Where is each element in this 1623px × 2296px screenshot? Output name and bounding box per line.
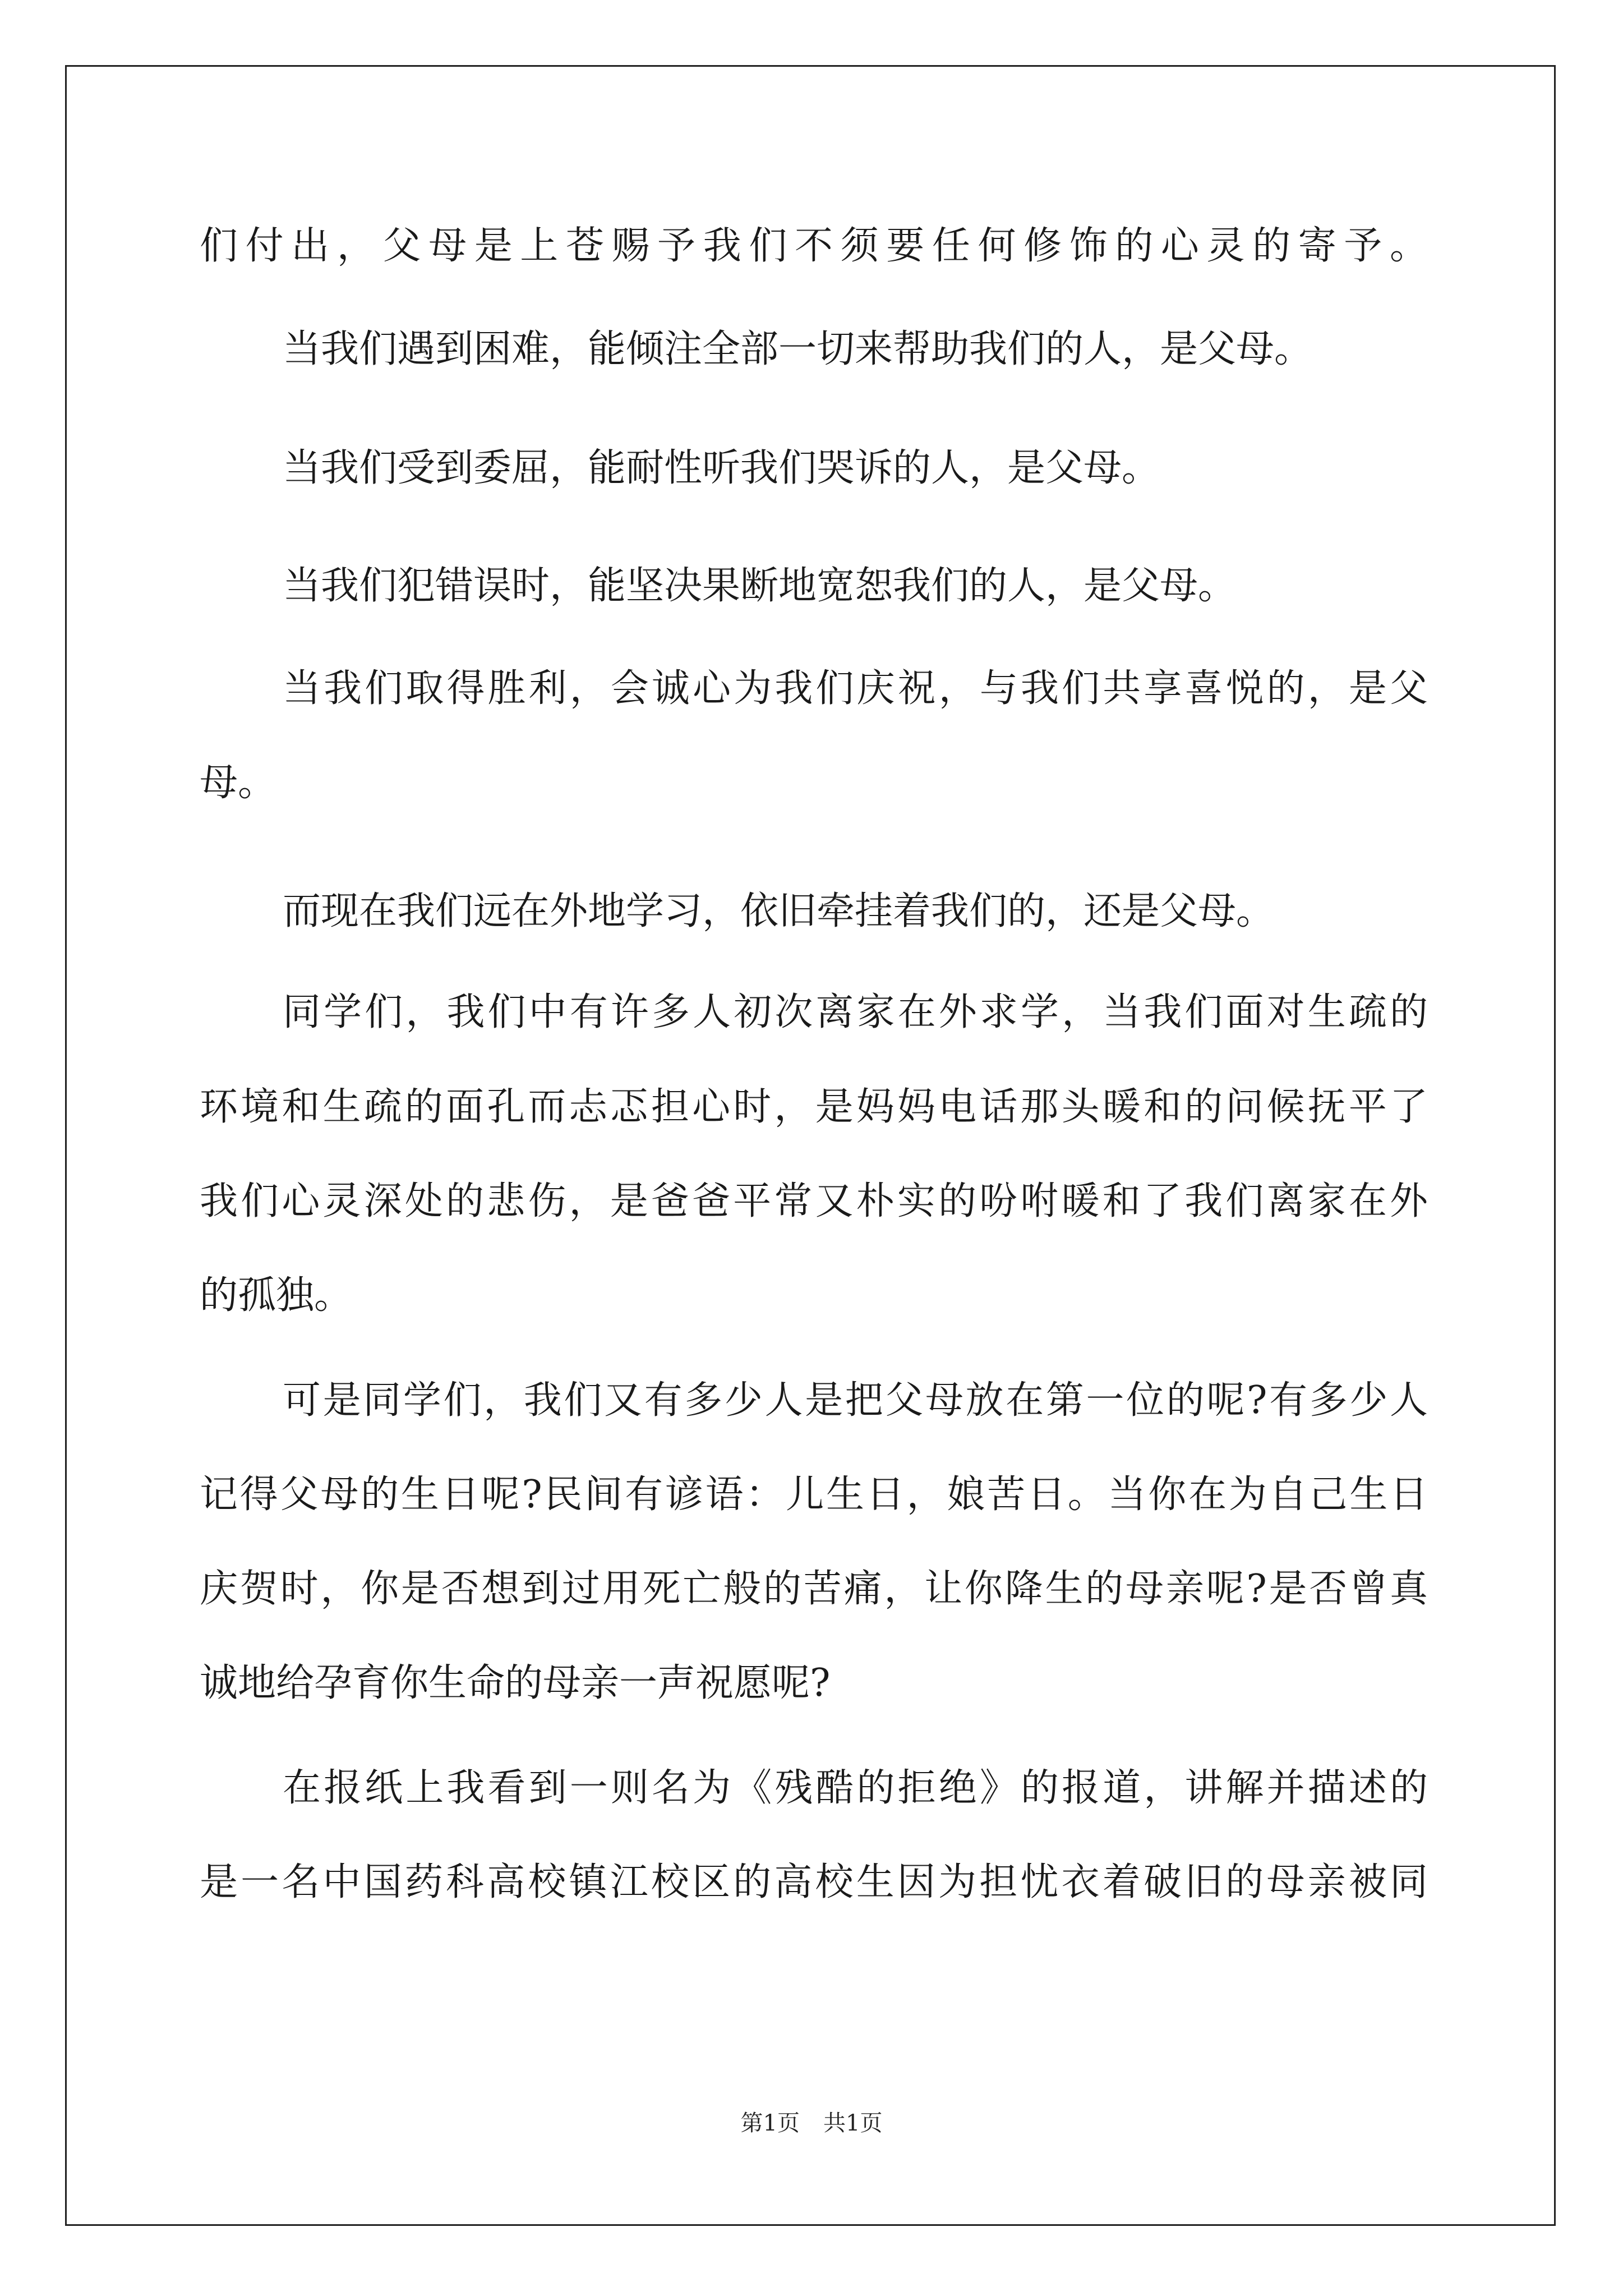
page-total: 共1页 — [823, 2110, 883, 2136]
text-line: 庆贺时，你是否想到过用死亡般的苦痛，让你降生的母亲呢?是否曾真 — [200, 1567, 1428, 1611]
text-line: 当我们遇到困难，能倾注全部一切来帮助我们的人，是父母。 — [283, 327, 1313, 371]
text-line: 当我们取得胜利，会诚心为我们庆祝，与我们共享喜悦的，是父 — [283, 666, 1428, 711]
text-line: 的孤独。 — [200, 1273, 353, 1318]
text-line: 是一名中国药科高校镇江校区的高校生因为担忧衣着破旧的母亲被同 — [200, 1860, 1428, 1904]
text-line: 在报纸上我看到一则名为《残酷的拒绝》的报道，讲解并描述的 — [283, 1766, 1428, 1810]
text-line: 诚地给孕育你生命的母亲一声祝愿呢? — [200, 1661, 831, 1705]
text-line: 当我们受到委屈，能耐性听我们哭诉的人，是父母。 — [283, 446, 1160, 490]
page-footer — [0, 2109, 1623, 2137]
text-line: 可是同学们，我们又有多少人是把父母放在第一位的呢?有多少人 — [283, 1378, 1428, 1423]
text-line: 记得父母的生日呢?民间有谚语：儿生日，娘苦日。当你在为自己生日 — [200, 1473, 1428, 1517]
text-line: 我们心灵深处的悲伤，是爸爸平常又朴实的吩咐暖和了我们离家在外 — [200, 1179, 1428, 1223]
text-line: 母。 — [200, 761, 276, 805]
text-line: 而现在我们远在外地学习，依旧牵挂着我们的，还是父母。 — [283, 889, 1275, 933]
text-line: 们付出，父母是上苍赐予我们不须要任何修饰的心灵的寄予。 — [200, 224, 1428, 268]
text-line: 同学们，我们中有许多人初次离家在外求学，当我们面对生疏的 — [283, 990, 1428, 1034]
text-line: 当我们犯错误时，能坚决果断地宽恕我们的人，是父母。 — [283, 564, 1237, 608]
page-number: 第1页 — [740, 2110, 800, 2136]
text-line: 环境和生疏的面孔而忐忑担心时，是妈妈电话那头暖和的问候抚平了 — [200, 1085, 1428, 1129]
